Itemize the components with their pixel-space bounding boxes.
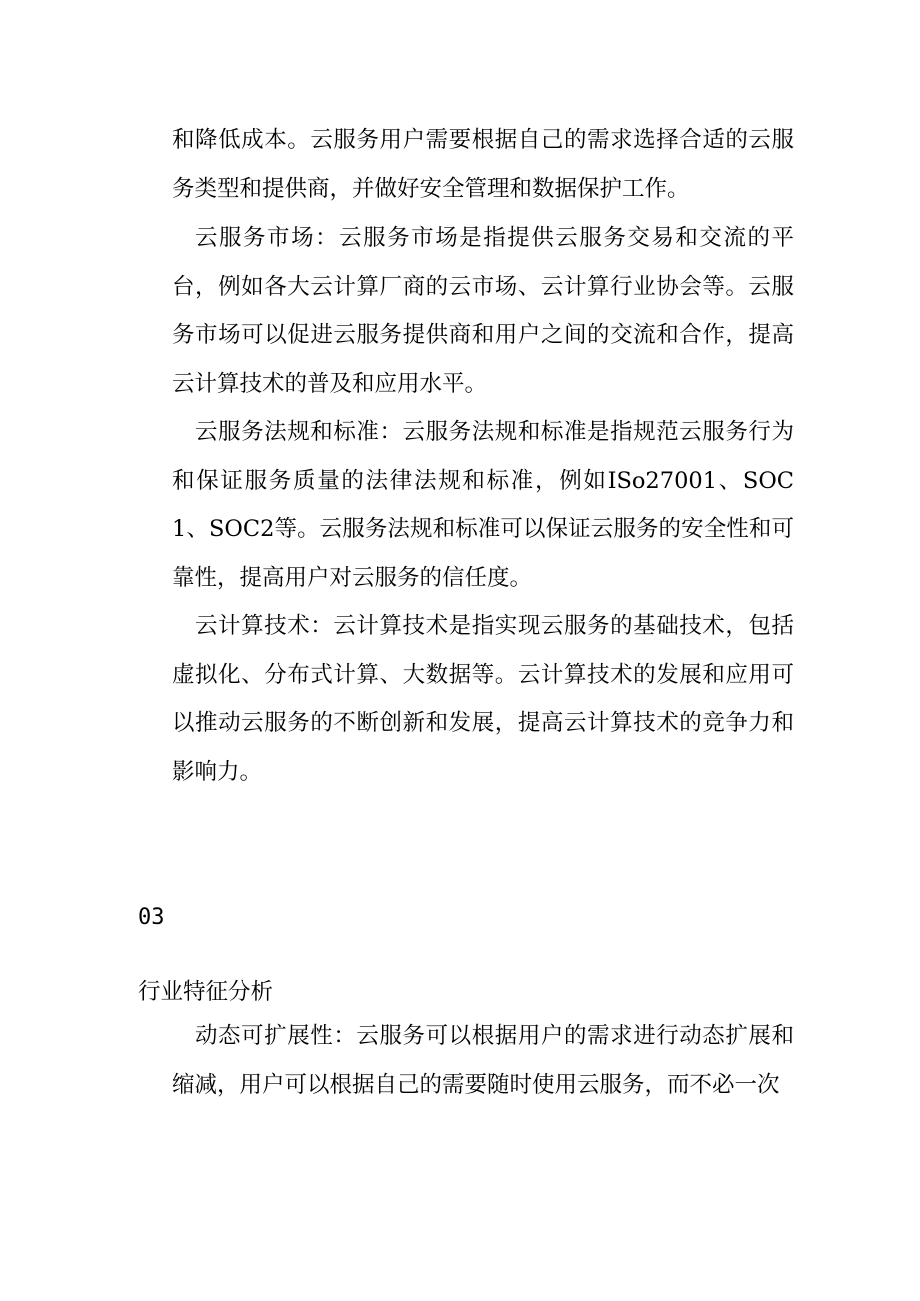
paragraph-cloud-market: 云服务市场：云服务市场是指提供云服务交易和交流的平台，例如各大云计算厂商的云市场、云计算行业协会等。云服务市场可以促进云服务提供商和用户之间的交流和合作，提高云计算技术的普及和应用水平。 xyxy=(172,225,794,397)
paragraph-cloud-technology: 云计算技术：云计算技术是指实现云服务的基础技术，包括虚拟化、分布式计算、大数据等。云计算技术的发展和应用可以推动云服务的不断创新和发展，提高云计算技术的竞争力和影响力。 xyxy=(172,613,794,785)
section-title: 行业特征分析 xyxy=(138,979,274,1005)
paragraph-cost-reduction: 和降低成本。云服务用户需要根据自己的需求选择合适的云服务类型和提供商，并做好安全管理和数据保护工作。 xyxy=(172,127,794,202)
paragraph-dynamic-scalability: 动态可扩展性：云服务可以根据用户的需求进行动态扩展和缩减，用户可以根据自己的需要随时使用云服务，而不必一次 xyxy=(172,1023,794,1098)
paragraph-regulations-standards: 云服务法规和标准：云服务法规和标准是指规范云服务行为和保证服务质量的法律法规和标准，例如ISo27001、SOC1、SOC2等。云服务法规和标准可以保证云服务的安全性和可靠性，提高用户对云服务的信任度。 xyxy=(172,419,794,591)
section-number: 03 xyxy=(138,905,165,930)
